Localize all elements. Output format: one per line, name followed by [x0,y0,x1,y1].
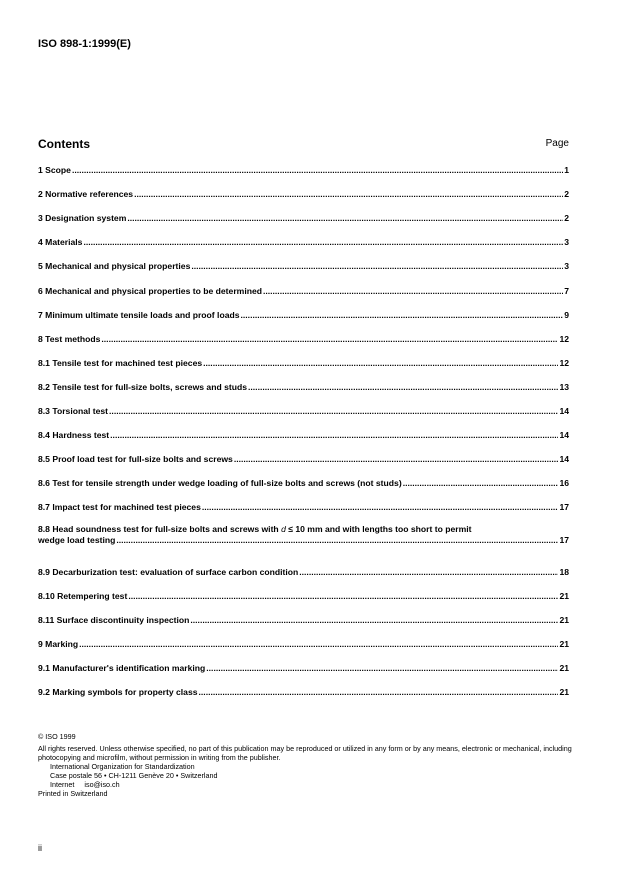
toc-entry-page: 12 [559,357,569,368]
toc-entry-title: 8.1 Tensile test for machined test pieces [38,357,203,368]
toc-entry-title: 8.8 Head soundness test for full-size bolts and screws with [38,523,279,534]
toc-leader-dots [79,639,558,650]
toc-leader-dots [248,382,558,393]
toc-entry[interactable] [38,213,569,224]
toc-entry[interactable] [38,406,569,417]
toc-entry[interactable] [38,687,569,698]
toc-leader-dots [203,358,558,369]
toc-entry[interactable] [38,286,569,297]
toc-entry[interactable] [38,261,569,272]
toc-leader-dots [72,165,563,176]
toc-entry-symbol: d [281,523,286,534]
toc-leader-dots [128,591,558,602]
toc-leader-dots [116,535,558,546]
internet-email: iso@iso.ch [84,780,120,789]
toc-leader-dots [199,687,559,698]
toc-leader-dots [190,615,558,626]
toc-entry-page: 18 [559,566,569,577]
toc-entry-page: 1 [564,165,569,175]
toc-leader-dots [101,334,558,345]
toc-entry[interactable] [38,237,569,248]
toc-entry-page: 2 [564,213,569,224]
toc-entry-title: 1 Scope [38,165,71,175]
toc-entry[interactable] [38,358,569,369]
toc-entry-title: 7 Minimum ultimate tensile loads and proof loads [38,309,240,320]
toc-entry-page: 7 [564,285,569,296]
toc-entry[interactable] [38,591,569,602]
toc-leader-dots [241,310,564,321]
toc-entry[interactable] [38,502,569,513]
toc-entry[interactable] [38,430,569,441]
toc-entry-title: 8.3 Torsional test [38,406,109,416]
toc-entry[interactable] [38,524,569,546]
copyright-line: © ISO 1999 [38,732,76,741]
toc-leader-dots [234,454,559,465]
toc-leader-dots [403,478,559,489]
toc-entry-page: 21 [559,590,569,601]
toc-entry-title: 6 Mechanical and physical properties to be determined [38,285,262,296]
internet-label: Internet [50,780,75,789]
copyright-notice [38,732,578,798]
toc-entry-page: 21 [559,687,569,697]
contents-heading: Contents [38,137,90,151]
toc-leader-dots [134,189,563,200]
toc-entry-title: 8.2 Tensile test for full-size bolts, screws and studs [38,381,248,392]
toc-entry-title: 8.10 Retempering test [38,590,128,601]
toc-entry-page: 13 [559,381,569,392]
toc-entry-title: 4 Materials [38,237,83,248]
toc-entry[interactable] [38,382,569,393]
toc-entry[interactable] [38,567,569,578]
toc-entry[interactable] [38,478,569,489]
toc-entry-page: 3 [564,261,569,272]
toc-entry[interactable] [38,639,569,650]
toc-entry-title: 9 Marking [38,638,79,649]
toc-entry-title: ≤ 10 mm and with lengths too short to permit [288,523,472,534]
toc-entry-page: 21 [559,638,569,649]
toc-entry-title: 8.5 Proof load test for full-size bolts and screws [38,454,233,465]
toc-entry-title: 2 Normative references [38,189,134,200]
toc-entry[interactable] [38,334,569,345]
toc-leader-dots [127,213,563,224]
toc-entry-page: 14 [559,430,569,441]
toc-entry[interactable] [38,615,569,626]
printed-in: Printed in Switzerland [38,789,108,798]
toc-entry-page: 14 [559,454,569,465]
toc-entry-page: 9 [564,309,569,320]
toc-entry-page: 17 [559,534,569,545]
toc-leader-dots [202,502,559,513]
page-number: ii [38,843,42,853]
toc-entry-title: 3 Designation system [38,213,127,224]
toc-entry-title: 8.6 Test for tensile strength under wedge loading of full-size bolts and screws (not studs) [38,478,402,489]
toc-leader-dots [299,567,558,578]
organization-address: Case postale 56 • CH-1211 Genève 20 • Switzerland [50,771,218,780]
toc-entry-title: 8.11 Surface discontinuity inspection [38,614,190,625]
toc-entry-title: 9.2 Marking symbols for property class [38,687,198,697]
page-column-label: Page [545,138,569,149]
toc-entry-page: 2 [564,189,569,200]
toc-leader-dots [109,406,558,417]
internet-line [38,780,578,789]
toc-leader-dots [83,237,563,248]
toc-entry-page: 3 [564,237,569,248]
toc-entry-page: 16 [559,478,569,489]
toc-entry-title: 5 Mechanical and physical properties [38,261,191,272]
toc-entry-page: 12 [559,333,569,344]
toc-entry-title: wedge load testing [38,534,116,545]
organization-name: International Organization for Standardization [50,762,195,771]
toc-leader-dots [206,663,558,674]
toc-entry-title: 8.7 Impact test for machined test pieces [38,502,201,513]
toc-leader-dots [110,430,558,441]
rights-text: All rights reserved. Unless otherwise specified, no part of this publication may be reproduced or utilized in any form or by any means, electronic or mechanical, including photocopying and microfilm, without permission in writing from the publisher. [38,744,572,762]
toc-entry-page: 14 [559,406,569,416]
toc-entry-title: 9.1 Manufacturer's identification marking [38,662,206,673]
toc-entry-page: 21 [559,614,569,625]
toc-leader-dots [263,286,563,297]
toc-entry-title: 8.9 Decarburization test: evaluation of surface carbon condition [38,566,299,577]
document-id: ISO 898-1:1999(E) [38,38,131,50]
toc-entry[interactable] [38,165,569,176]
toc-entry-page: 21 [559,662,569,673]
toc-entry[interactable] [38,310,569,321]
toc-entry[interactable] [38,663,569,674]
toc-entry-page: 17 [559,502,569,513]
toc-entry[interactable] [38,454,569,465]
toc-entry-title: 8.4 Hardness test [38,430,110,441]
toc-entry[interactable] [38,189,569,200]
toc-leader-dots [191,261,563,272]
toc-entry-title: 8 Test methods [38,333,101,344]
